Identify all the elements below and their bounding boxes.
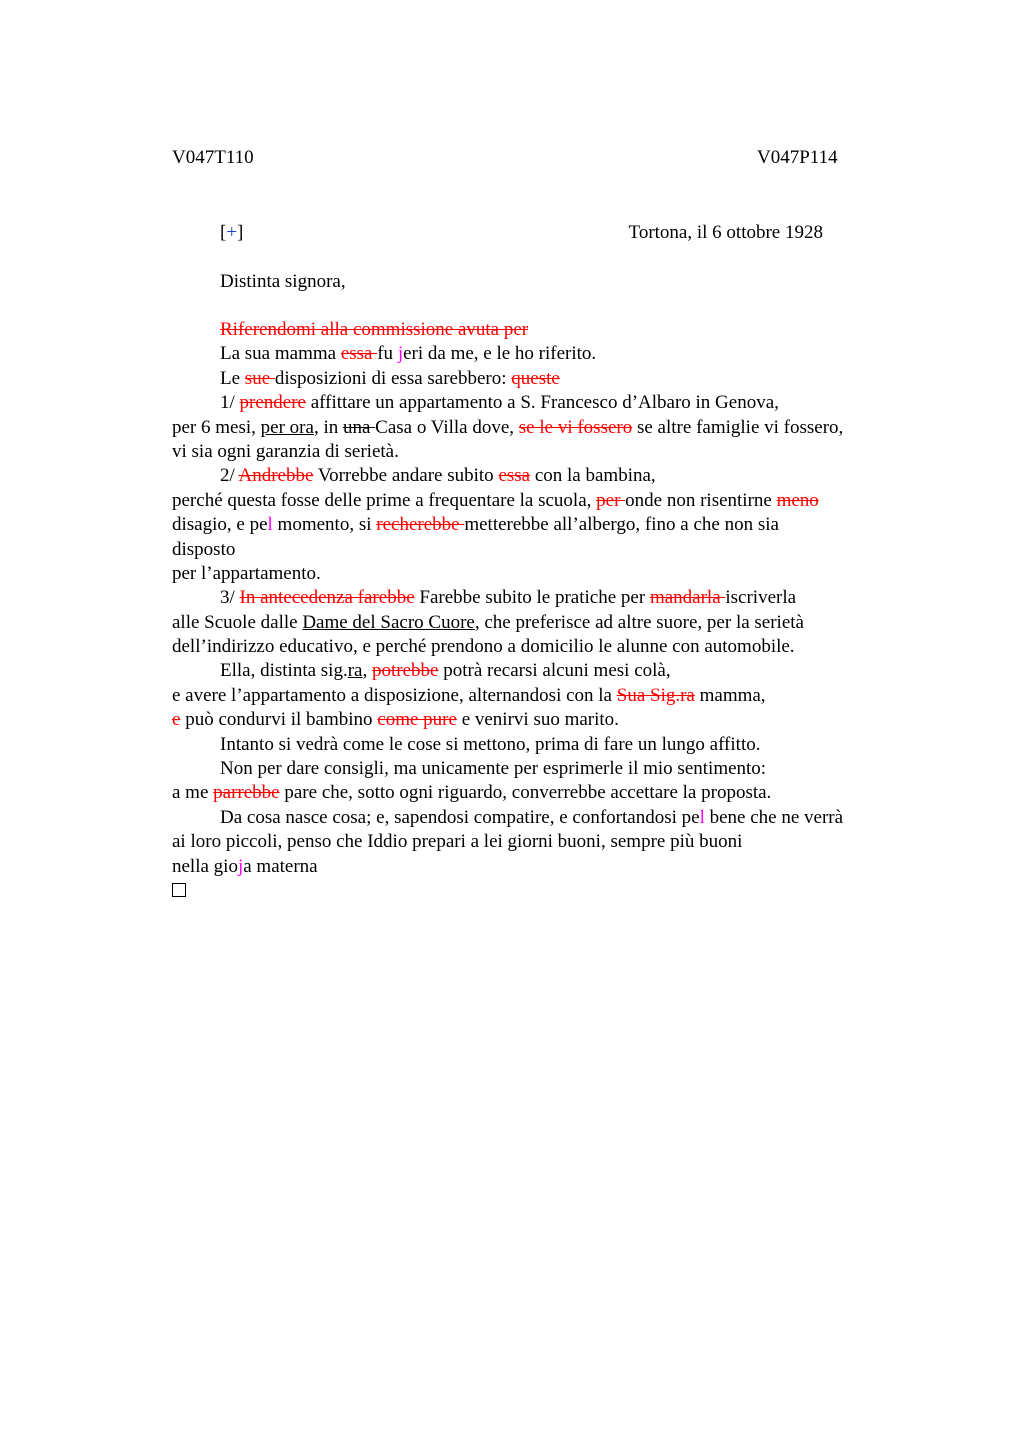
text-segment: pare che, sotto ogni riguardo, converrebbe accettare la proposta. [279,782,772,804]
text-segment: 1/ [220,392,240,414]
deleted-text: Sua Sig.ra [616,684,695,706]
text-segment: iscriverla [725,587,797,609]
text-segment: Ella, distinta sig. [220,660,348,682]
deleted-text: come pure [377,709,457,731]
text-line [172,855,912,879]
deleted-text: meno [776,489,819,511]
salutation: Distinta signora, [220,271,346,292]
inserted-text: j [237,855,244,877]
text-segment: Farebbe subito le pratiche per [414,587,650,609]
deleted-text: Andrebbe [238,465,314,487]
text-line [172,781,912,805]
deleted-text: per [596,489,626,511]
deleted-text: essa [498,465,531,487]
text-segment: a me [172,782,214,804]
text-segment: vi sia ogni garanzia di serietà. [172,440,399,462]
underlined-text: ra [347,660,363,682]
text-segment: ai loro piccoli, penso che Iddio prepari a lei giorni buoni, sempre più buoni [172,831,743,853]
text-line [172,659,912,683]
deleted-text: Riferendomi alla commissione avuta per [220,319,529,340]
deleted-text: parrebbe [213,782,280,804]
text-segment: fu [377,343,398,365]
letter-body [172,318,912,903]
text-line [172,318,912,342]
text-segment: Da cosa nasce cosa; e, sapendosi compatire, e confortandosi pe [220,806,700,828]
inserted-text: l [267,514,273,536]
inserted-text: l [699,806,705,828]
deleted-text: se le vi fossero [518,416,633,438]
text-line [172,586,912,610]
text-segment: disposizioni di essa sarebbero: [274,367,512,389]
deleted-text: queste [511,367,560,389]
text-line [172,562,912,586]
text-line [172,635,912,659]
text-line [172,416,912,440]
text-line [172,464,912,488]
text-segment: , in [313,416,343,438]
text-line [172,733,912,757]
text-segment: mamma, [694,684,766,706]
text-segment: eri da me, e le ho riferito. [403,343,597,365]
text-segment: onde non risentirne [625,489,777,511]
deleted-text: essa [340,343,378,365]
place-date-line [220,221,823,245]
text-segment: nella gio [172,855,238,877]
text-segment: e venirvi suo marito. [456,709,619,731]
text-segment: bene che ne verrà [704,806,844,828]
text-segment: Vorrebbe andare subito [313,465,499,487]
deleted-text: recherebbe [376,514,465,536]
text-line [172,708,912,732]
underlined-text: Dame del Sacro Cuore [302,611,475,633]
text-line [172,513,912,537]
letter-date: Tortona, il 6 ottobre 1928 [628,222,823,243]
text-segment: disagio, e pe [172,514,268,536]
text-line [172,489,912,513]
text-line [172,367,912,391]
text-segment: per l’appartamento. [172,562,321,584]
text-segment: disposto [172,538,236,560]
text-segment: Casa o Villa dove, [375,416,519,438]
text-segment: a materna [243,855,318,877]
text-line [172,538,912,562]
text-segment: Non per dare consigli, ma unicamente per esprimerle il mio sentimento: [220,758,767,780]
header-left-code: V047T110 [172,147,254,168]
text-segment: , [362,660,372,682]
empty-square-icon [172,883,186,897]
text-segment: se altre famiglie vi fossero, [632,416,844,438]
deleted-text: In antecedenza farebbe [239,587,415,609]
text-segment: momento, si [272,514,377,536]
text-segment: potrà recarsi alcuni mesi colà, [438,660,671,682]
text-segment: perché questa fosse delle prime a frequentare la scuola, [172,489,597,511]
text-segment: dell’indirizzo educativo, e perché prendono a domicilio le alunne con automobile. [172,636,795,658]
text-segment: 2/ [220,465,239,487]
text-segment: Intanto si vedrà come le cose si mettono, prima di fare un lungo affitto. [220,733,761,755]
text-line [172,757,912,781]
text-line [172,684,912,708]
text-segment: affittare un appartamento a S. Francesco d’Albaro in Genova, [306,392,779,414]
text-segment: 3/ [220,587,240,609]
header-right-code: V047P114 [757,147,838,168]
end-mark-line [172,879,912,903]
text-line [172,830,912,854]
deleted-text: prendere [239,392,306,414]
deleted-text: e [172,709,181,731]
underlined-text: per ora [260,416,314,438]
text-segment: metterebbe all’albergo, fino a che non sia [464,514,779,536]
bracket-open: [ [220,222,227,243]
bracket-mark: + [226,222,238,243]
text-segment: Le [220,367,245,389]
text-segment: può condurvi il bambino [180,709,378,731]
struck-text: una [342,416,376,438]
inserted-text: j [397,343,404,365]
text-line [172,806,912,830]
bracket-close: ] [237,222,244,243]
deleted-text: mandarla [649,587,726,609]
text-segment: e avere l’appartamento a disposizione, alternandosi con la [172,684,617,706]
text-line [172,342,912,366]
text-segment: per 6 mesi, [172,416,261,438]
deleted-text: sue [244,367,275,389]
text-line [172,391,912,415]
text-line [172,611,912,635]
text-segment: , che preferisce ad altre suore, per la serietà [474,611,804,633]
text-line [172,440,912,464]
text-segment: alle Scuole dalle [172,611,303,633]
deleted-text: potrebbe [371,660,439,682]
text-segment: con la bambina, [530,465,656,487]
text-segment: La sua mamma [220,343,341,365]
